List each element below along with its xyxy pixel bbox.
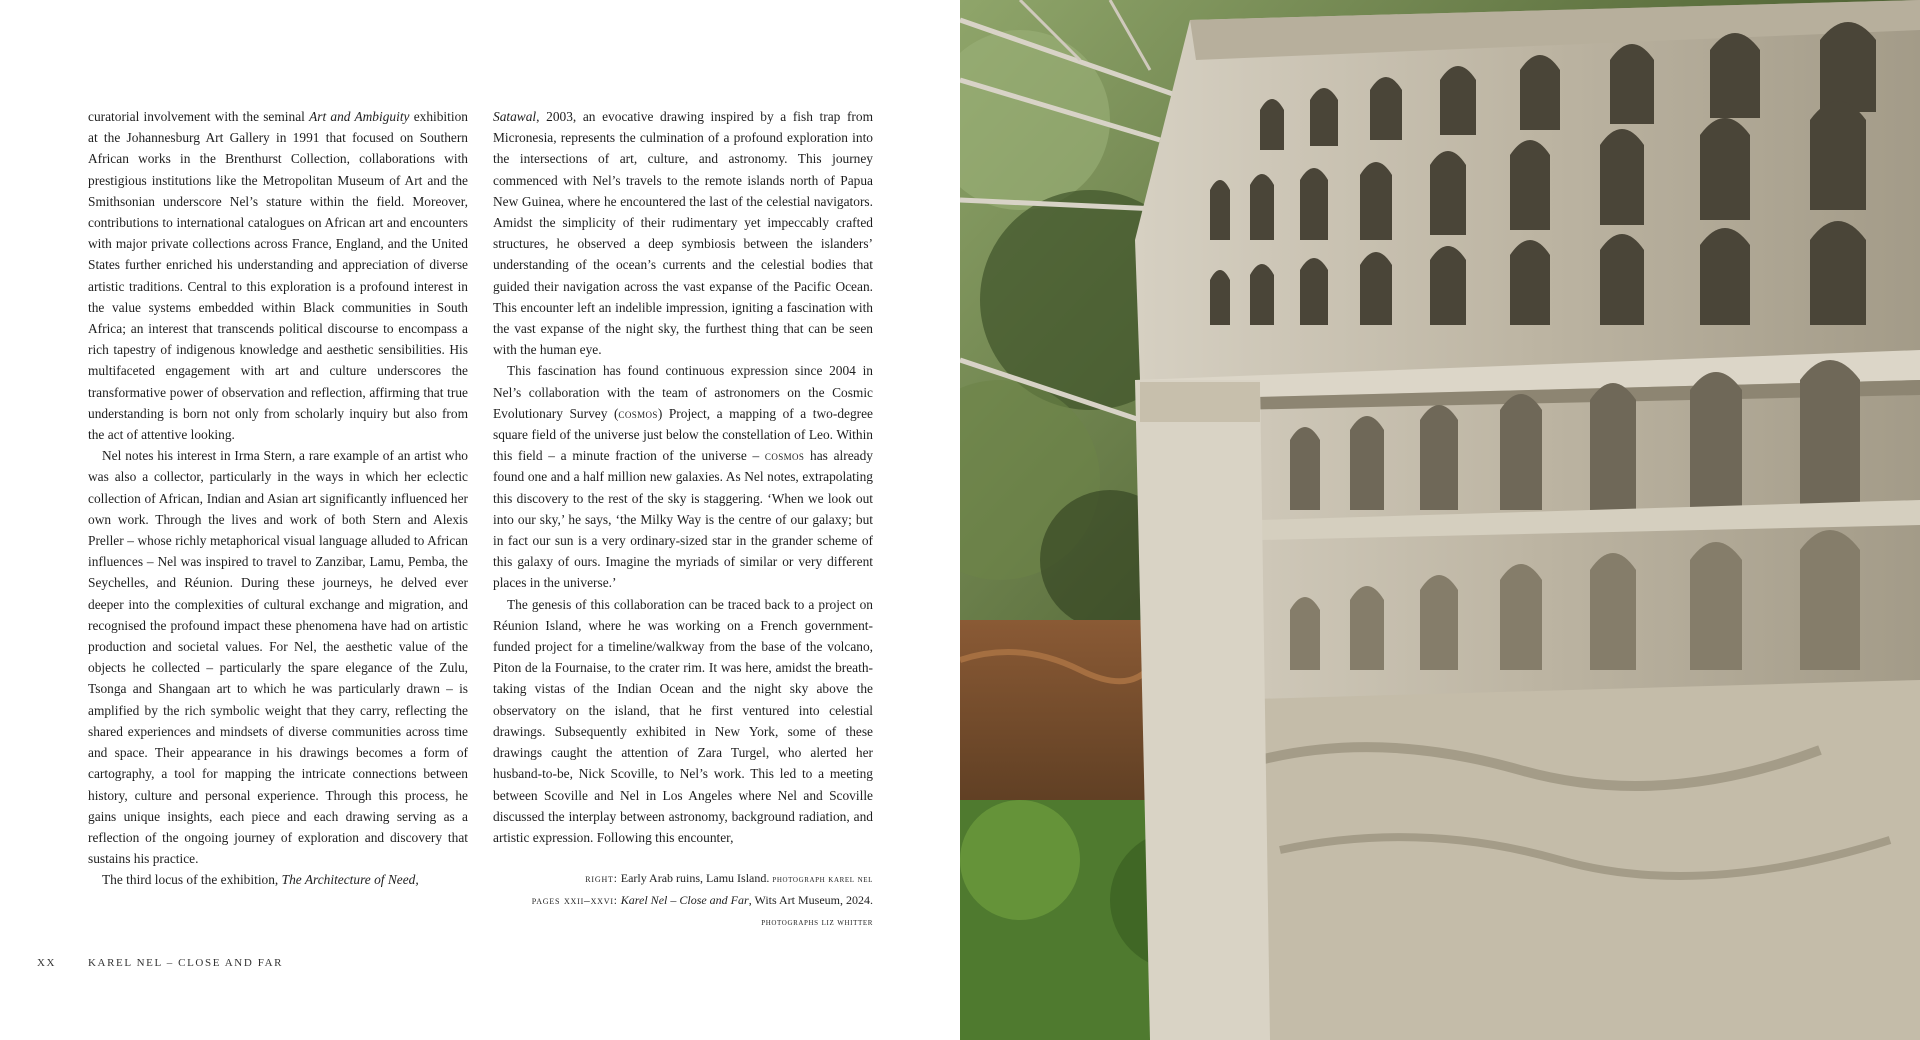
paragraph: This fascination has found continuous expression since 2004 in Nel’s collaboration with the team of astronomers on the Cosmic Evolutionary Survey (cosmos) Project, a mapping of a two-degree square field of the universe just below the constellation of Leo. Within this field – a minute fraction of the universe – cosmos has already found one and a half million new galaxies. As Nel notes, extrapolating this discovery to the rest of the sky is staggering. ‘When we look out into our sky,’ he says, ‘the Milky Way is the centre of our galaxy; but in fact our sun is a very ordinary-sized star in the grander scheme of this galaxy of ours. Imagine the myriads of similar or very different places in the universe.’: [493, 363, 873, 591]
text-column-2: [493, 106, 873, 848]
caption-pages-credit: photographs liz whitter: [761, 918, 873, 928]
caption-pages: pages xxii–xxvi: Karel Nel – Close and Far, Wits Art Museum, 2024.: [531, 893, 873, 907]
paragraph: Nel notes his interest in Irma Stern, a rare example of an artist who was also a collector, particularly in the ways in which her eclectic collection of African, Indian and Asian art significantly influenced her own work. Through the lives and work of both Stern and Alexis Preller – whose richly metaphorical visual language alluded to African influences – Nel was inspired to travel to Zanzibar, Lamu, Pemba, the Seychelles, and Réunion. During these journeys, he delved ever deeper into the complexities of cultural exchange and migration, and recognised the profound impact these phenomena have had on artistic production and societal values. For Nel, the aesthetic value of the objects he collected – particularly the spare elegance of the Zulu, Tsonga and Shangaan art to which he was particularly drawn – is amplified by the rich symbolic weight that they carry, reflecting the shared experiences and mindsets of diverse communities across time and space. Their appearance in his drawings becomes a form of cartography, a tool for mapping the intricate connections between history, culture and personal experience. Through this process, he gains unique insights, each piece and each drawing serving as a reflection of the ongoing journey of exploration and discovery that sustains his practice.: [88, 448, 468, 867]
running-head: KAREL NEL – CLOSE AND FAR: [88, 957, 284, 969]
text-column-1: [88, 106, 468, 891]
paragraph: The third locus of the exhibition, The Architecture of Need,: [102, 872, 419, 888]
photo-ruins: [960, 0, 1920, 1040]
photo-captions: [493, 870, 873, 935]
paragraph: curatorial involvement with the seminal Art and Ambiguity exhibition at the Johannesburg Art Gallery in 1991 that focused on Southern African works in the Brenthurst Collection, collaborations with prestigious institutions like the Metropolitan Museum of Art and the Smithsonian underscore Nel’s stature within the field. Moreover, contributions to international catalogues on African art and encounters with major private collections across France, England, and the United States further enriched his understanding and appreciation of diverse artistic traditions. Central to this exploration is a profound interest in the value systems embedded within Black communities in South Africa; an interest that transcends political discourse to encompass a rich tapestry of indigenous knowledge and aesthetic sensibilities. His multifaceted engagement with art and culture underscores the transformative power of observation and reflection, affirming that true understanding is born not only from scholarly inquiry but also from the act of attentive looking.: [88, 109, 468, 443]
paragraph: Satawal, 2003, an evocative drawing inspired by a fish trap from Micronesia, represents the culmination of a profound exploration into the intersections of art, culture, and astronomy. This journey commenced with Nel’s travels to the remote islands north of Papua New Guinea, where he encountered the last of the celestial navigators. Amidst the simplicity of their rudimentary yet impeccably crafted structures, he observed a deep symbiosis between the islanders’ understanding of the ocean’s currents and the celestial bodies that guided their navigation across the vast expanse of the Pacific Ocean. This encounter left an indelible impression, igniting a fascination with the vast expanse of the night sky, the furthest thing that can be seen with the human eye.: [493, 109, 873, 358]
ruins-illustration: [960, 0, 1920, 1040]
caption-right: right: Early Arab ruins, Lamu Island. photograph karel nel: [585, 871, 873, 885]
page-number: XX: [37, 957, 57, 969]
paragraph: The genesis of this collaboration can be traced back to a project on Réunion Island, where he was working on a French government-funded project for a timeline/walkway from the base of the volcano, Piton de la Fournaise, to the crater rim. It was here, amidst the breath-taking vistas of the Indian Ocean and the night sky above the observatory on the island, that he first ventured into celestial drawings. Subsequently exhibited in New York, some of these drawings caught the attention of Zara Turgel, who alerted her husband-to-be, Nick Scoville, to Nel’s work. This led to a meeting between Scoville and Nel in Los Angeles where Nel and Scoville discussed the interplay between astronomy, background radiation, and artistic expression. Following this encounter,: [493, 596, 873, 845]
